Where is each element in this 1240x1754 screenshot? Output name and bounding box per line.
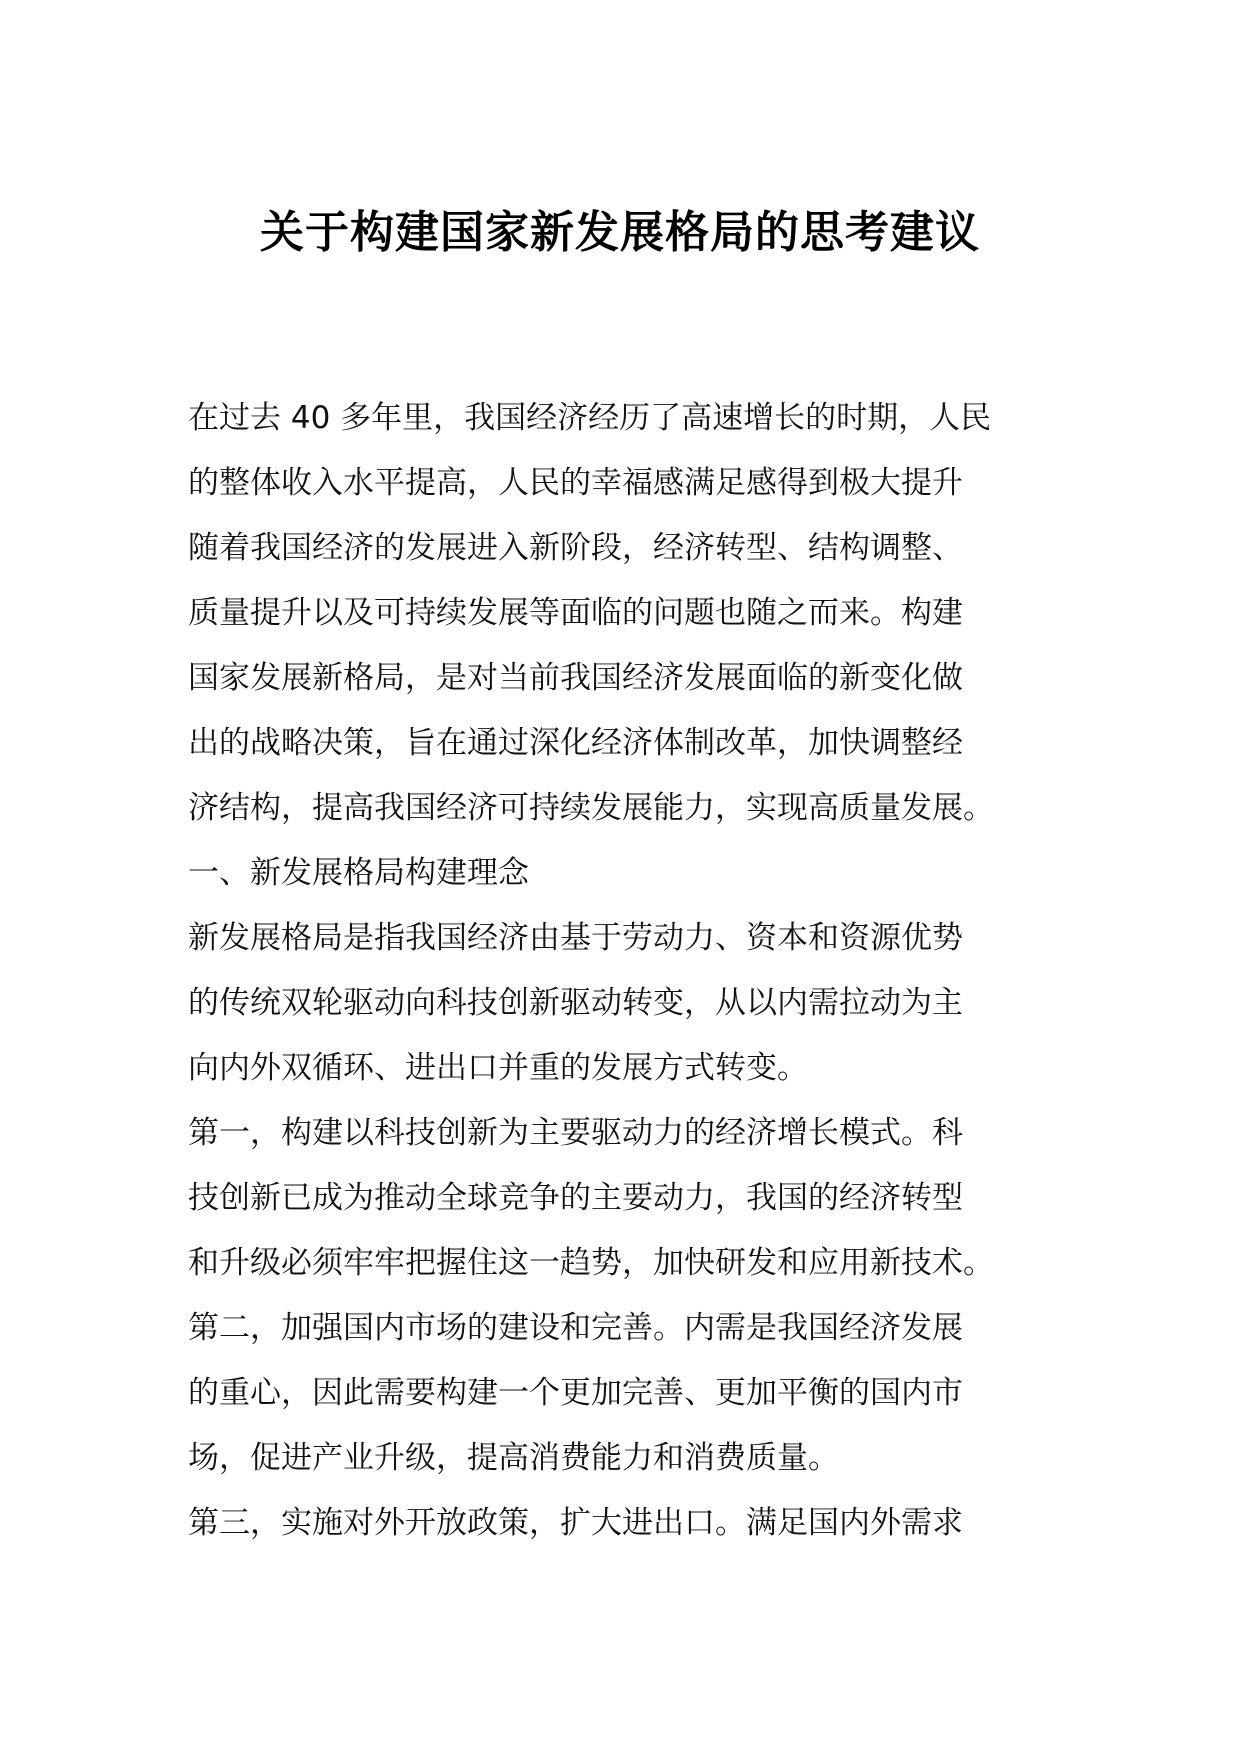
body-line: 的重心，因此需要构建一个更加完善、更加平衡的国内市	[188, 1375, 963, 1411]
body-line: 场，促进产业升级，提高消费能力和消费质量。	[188, 1440, 839, 1476]
body-line: 出的战略决策，旨在通过深化经济体制改革，加快调整经	[188, 725, 963, 761]
body-line: 质量提升以及可持续发展等面临的问题也随之而来。构建	[188, 595, 963, 631]
body-line: 济结构，提高我国经济可持续发展能力，实现高质量发展。	[188, 790, 994, 826]
section-heading: 一、新发展格局构建理念	[188, 855, 529, 891]
body-line: 第一，构建以科技创新为主要驱动力的经济增长模式。科	[188, 1115, 963, 1151]
body-line: 随着我国经济的发展进入新阶段，经济转型、结构调整、	[188, 530, 963, 566]
body-line: 的整体收入水平提高，人民的幸福感满足感得到极大提升	[188, 465, 963, 501]
body-line: 第三，实施对外开放政策，扩大进出口。满足国内外需求	[188, 1505, 963, 1541]
body-line: 向内外双循环、进出口并重的发展方式转变。	[188, 1050, 808, 1086]
body-line: 技创新已成为推动全球竞争的主要动力，我国的经济转型	[188, 1180, 963, 1216]
body-line: 新发展格局是指我国经济由基于劳动力、资本和资源优势	[188, 920, 963, 956]
body-line: 和升级必须牢牢把握住这一趋势，加快研发和应用新技术。	[188, 1245, 994, 1281]
document-body	[188, 386, 1058, 1556]
body-line: 国家发展新格局，是对当前我国经济发展面临的新变化做	[188, 660, 963, 696]
document-title: 关于构建国家新发展格局的思考建议	[260, 207, 980, 258]
body-line: 的传统双轮驱动向科技创新驱动转变，从以内需拉动为主	[188, 985, 963, 1021]
body-line: 第二，加强国内市场的建设和完善。内需是我国经济发展	[188, 1310, 963, 1346]
body-line: 在过去 40 多年里，我国经济经历了高速增长的时期，人民	[188, 400, 992, 436]
